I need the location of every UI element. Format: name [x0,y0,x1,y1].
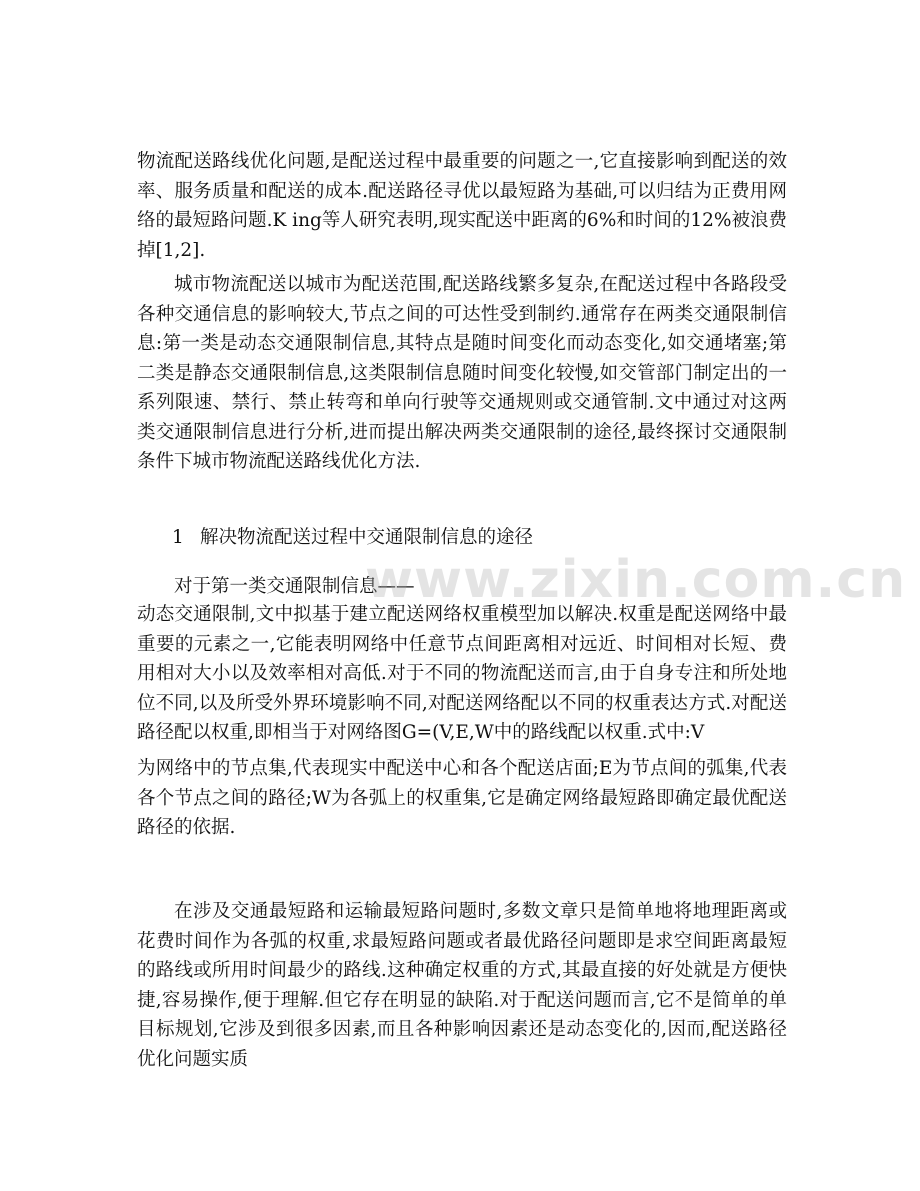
paragraph-1: 物流配送路线优化问题,是配送过程中最重要的问题之一,它直接影响到配送的效率、服务质量和配送的成本.配送路径寻优以最短路为基础,可以归结为正费用网络的最短路问题.K ing等人研究表明,现实配送中距离的6%和时间的12%被浪费掉[1,2]. [137,151,787,261]
paragraph-3: 动态交通限制,文中拟基于建立配送网络权重模型加以解决.权重是配送网络中最重要的元素之一,它能表明网络中任意节点间距离相对远近、时间相对长短、费用相对大小以及效率相对高低.对于不同的物流配送而言,由于自身专注和所处地位不同,以及所受外界环境影响不同,对配送网络配以不同的权重表达方式.对配送路径配以权重,即相当于对网络图G=(V,E,W中的路线配以权重.式中:V [137,604,787,743]
paragraph-5: 在涉及交通最短路和运输最短路问题时,多数文章只是简单地将地理距离或花费时间作为各弧的权重,求最短路问题或者最优路径问题即是求空间距离最短的路线或所用时间最少的路线.这种确定权重的方式,其最直接的好处就是方便快捷,容易操作,便于理解.但它存在明显的缺陷.对于配送问题而言,它不是简单的单目标规划,它涉及到很多因素,而且各种影响因素还是动态变化的,因而,配送路径优化问题实质 [137,901,787,1070]
section-number: 1 [172,527,184,548]
section-title: 解决物流配送过程中交通限制信息的途径 [200,527,534,548]
section-heading [172,525,533,551]
paragraph-2: 城市物流配送以城市为配送范围,配送路线繁多复杂,在配送过程中各路段受各种交通信息的影响较大,节点之间的可达性受到制约.通常存在两类交通限制信息:第一类是动态交通限制信息,其特点是随时间变化而动态变化,如交通堵塞;第二类是静态交通限制信息,这类限制信息随时间变化较慢,如交管部门制定出的一系列限速、禁行、禁止转弯和单向行驶等交通规则或交通管制.文中通过对这两类交通限制信息进行分析,进而提出解决两类交通限制的途径,最终探讨交通限制条件下城市物流配送路线优化方法. [137,274,787,472]
paragraph-3-lead: 对于第一类交通限制信息—— [174,576,415,597]
paragraph-4: 为网络中的节点集,代表现实中配送中心和各个配送店面;E为节点间的弧集,代表各个节点之间的路径;W为各弧上的权重集,它是确定网络最短路即确定最优配送路径的依据. [137,758,787,838]
watermark: www.zixin.com.cn [365,550,907,610]
